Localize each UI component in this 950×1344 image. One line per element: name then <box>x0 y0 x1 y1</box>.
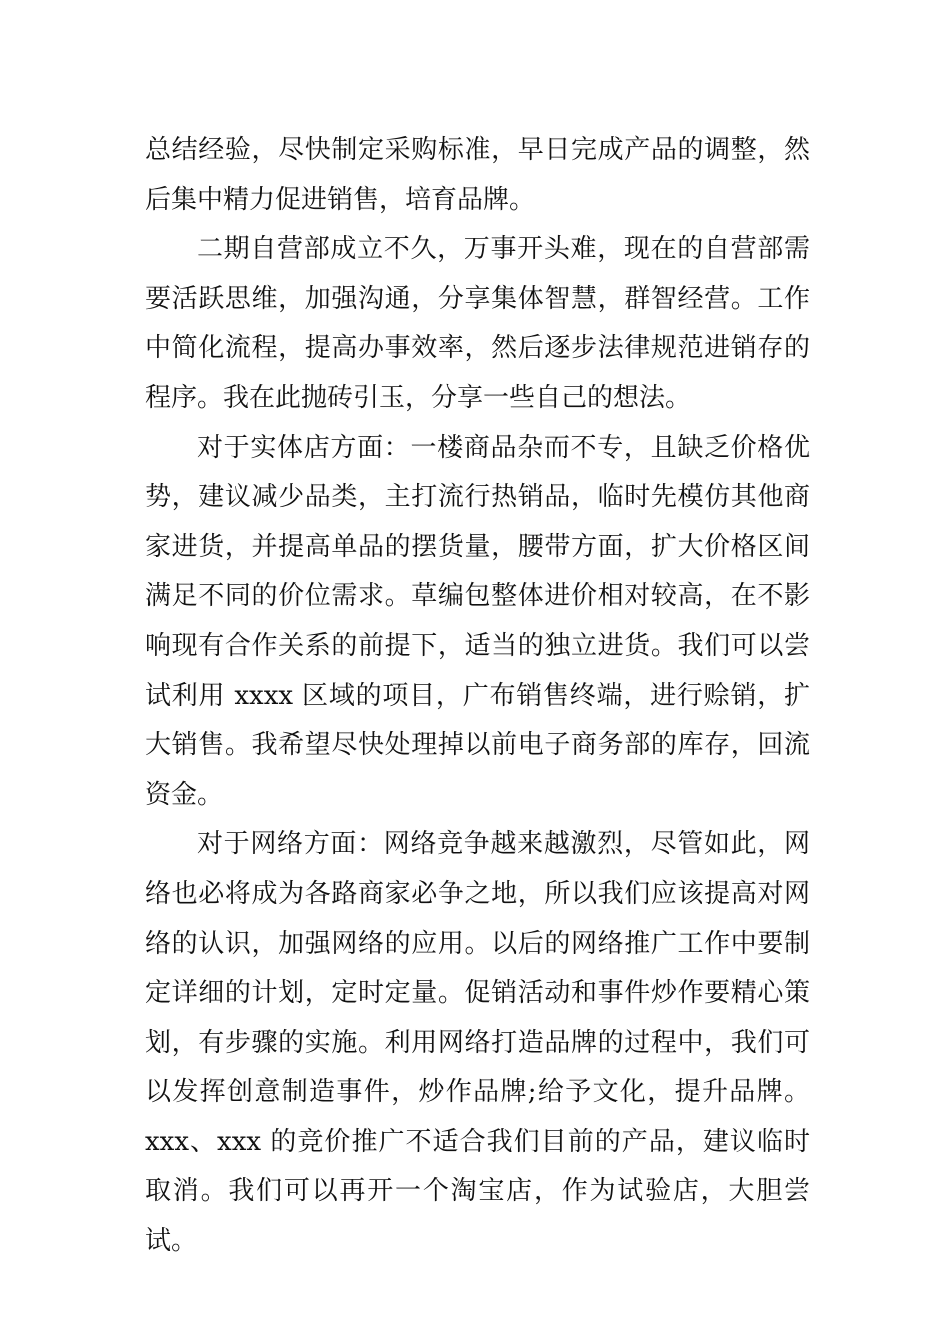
paragraph-4: 对于网络方面：网络竞争越来越激烈，尽管如此，网络也必将成为各路商家必争之地，所以我们应该提高对网络的认识，加强网络的应用。以后的网络推广工作中要制定详细的计划，定时定量。促销活动和事件炒作要精心策划，有步骤的实施。利用网络打造品牌的过程中，我们可以发挥创意制造事件，炒作品牌;给予文化，提升品牌。xxx、xxx 的竞价推广不适合我们目前的产品，建议临时取消。我们可以再开一个淘宝店，作为试验店，大胆尝试。 <box>145 829 810 1257</box>
paragraph-1: 总结经验，尽快制定采购标准，早日完成产品的调整，然后集中精力促进销售，培育品牌。 <box>145 135 810 215</box>
document-body <box>145 126 810 1267</box>
paragraph-3: 对于实体店方面：一楼商品杂而不专，且缺乏价格优势，建议减少品类，主打流行热销品，临时先模仿其他商家进货，并提高单品的摆货量，腰带方面，扩大价格区间满足不同的价位需求。草编包整体进价相对较高，在不影响现有合作关系的前提下，适当的独立进货。我们可以尝试利用 xxxx 区域的项目，广布销售终端，进行赊销，扩大销售。我希望尽快处理掉以前电子商务部的库存，回流资金。 <box>145 432 810 810</box>
paragraph-2: 二期自营部成立不久，万事开头难，现在的自营部需要活跃思维，加强沟通，分享集体智慧，群智经营。工作中简化流程，提高办事效率，然后逐步法律规范进销存的程序。我在此抛砖引玉，分享一些自己的想法。 <box>145 234 810 413</box>
